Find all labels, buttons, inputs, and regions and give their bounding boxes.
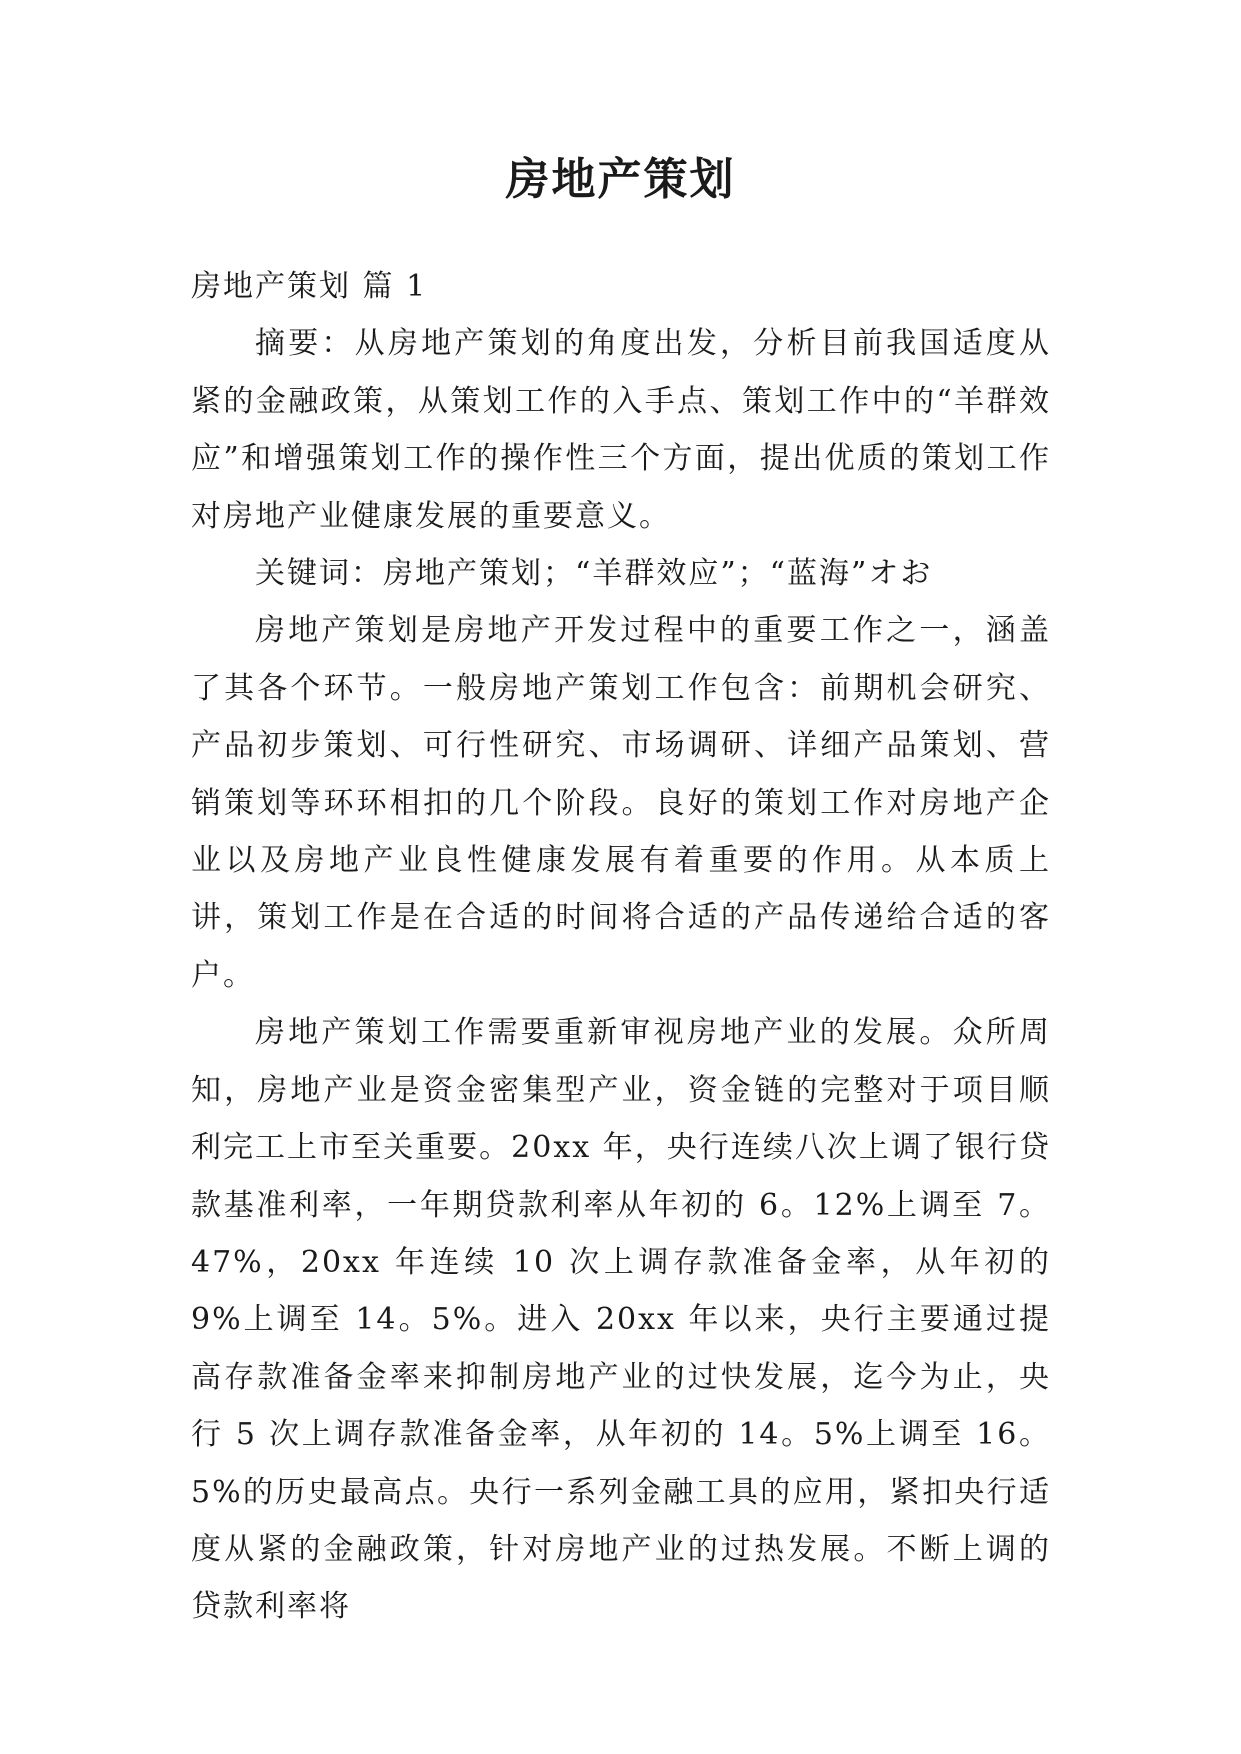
abstract-paragraph: 摘要：从房地产策划的角度出发，分析目前我国适度从紧的金融政策，从策划工作的入手点、策划工作中的“羊群效应”和增强策划工作的操作性三个方面，提出优质的策划工作对房地产业健康发展的重要意义。 [191, 326, 1051, 534]
body-paragraph: 房地产策划是房地产开发过程中的重要工作之一，涵盖了其各个环节。一般房地产策划工作包含：前期机会研究、产品初步策划、可行性研究、市场调研、详细产品策划、营销策划等环环相扣的几个阶段。良好的策划工作对房地产企业以及房地产业良性健康发展有着重要的作用。从本质上讲，策划工作是在合适的时间将合适的产品传递给合适的客户。 [191, 613, 1051, 993]
keywords-paragraph: 关键词：房地产策划；“羊群效应”；“蓝海”オお [255, 556, 933, 592]
section-heading: 房地产策划 篇 1 [191, 269, 428, 304]
document-body [191, 258, 1051, 1636]
body-paragraph: 房地产策划工作需要重新审视房地产业的发展。众所周知，房地产业是资金密集型产业，资金链的完整对于项目顺利完工上市至关重要。20xx 年，央行连续八次上调了银行贷款基准利率，一年期贷款利率从年初的 6。12%上调至 7。47%，20xx 年连续 10 次上调存款准备金率，从年初的 9%上调至 14。5%。进入 20xx 年以来，央行主要通过提高存款准备金率来抑制房地产业的过快发展，迄今为止，央行 5 次上调存款准备金率，从年初的 14。5%上调至 16。5%的历史最高点。央行一系列金融工具的应用，紧扣央行适度从紧的金融政策，针对房地产业的过热发展。不断上调的贷款利率将 [191, 1015, 1051, 1625]
document-title: 房地产策划 [505, 154, 736, 205]
